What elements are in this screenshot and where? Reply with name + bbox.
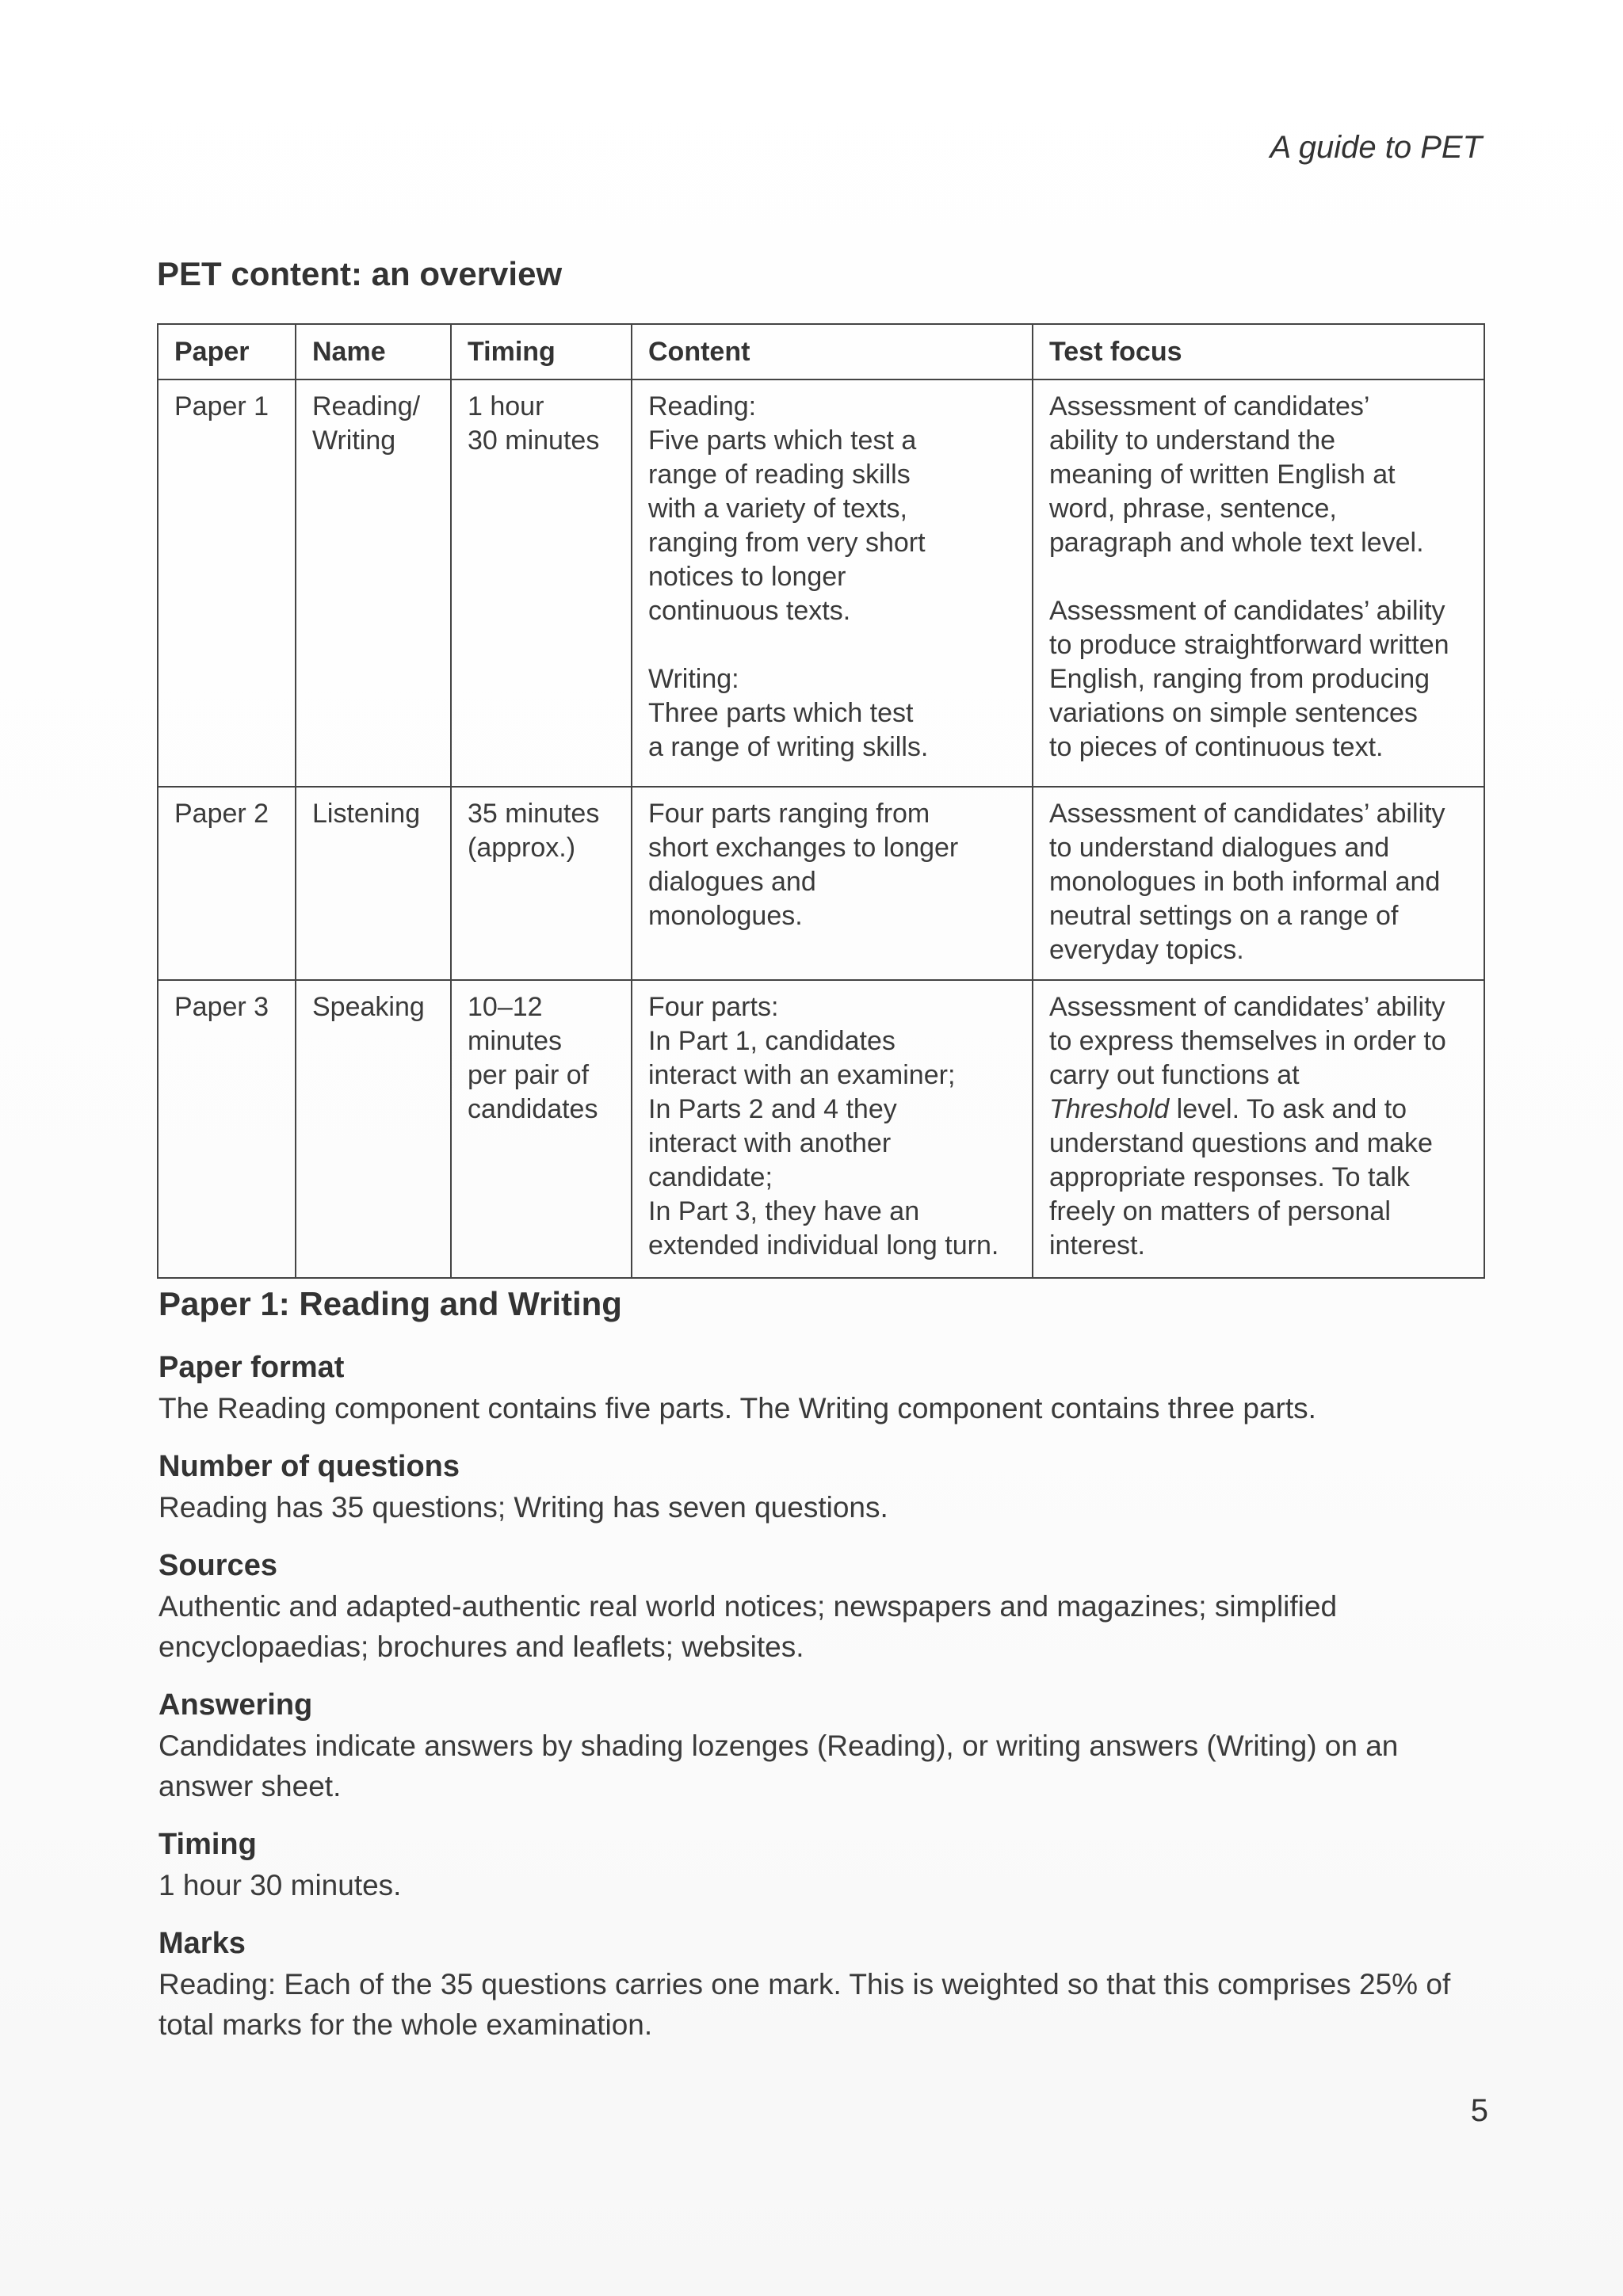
paper1-sections (158, 1347, 1498, 2062)
timing-cell: 35 minutes (approx.) (451, 787, 632, 980)
test-focus-cell (1033, 980, 1484, 1278)
table-header-row (158, 324, 1484, 379)
focus-italic-term: Threshold (1049, 1094, 1170, 1124)
test-focus-cell (1033, 379, 1484, 787)
column-header-paper: Paper (158, 324, 296, 379)
section-heading: Marks (158, 1927, 246, 1960)
section-heading: Sources (158, 1549, 277, 1582)
table-row (158, 787, 1484, 980)
section-paper-format (158, 1347, 1498, 1428)
table-row (158, 379, 1484, 787)
paper1-title: Paper 1: Reading and Writing (158, 1285, 622, 1322)
section-body: Authentic and adapted-authentic real world notices; newspapers and magazines; simplified encyclopaedias; brochures and leaflets; websites. (158, 1590, 1338, 1663)
section-number-of-questions (158, 1446, 1498, 1527)
timing-cell: 1 hour 30 minutes (451, 379, 632, 787)
content-writing: Writing: Three parts which test a range of writing skills. (648, 664, 929, 762)
section-answering (158, 1684, 1498, 1806)
section-heading: Paper format (158, 1351, 345, 1384)
running-header: A guide to PET (1270, 130, 1482, 165)
name-cell: Listening (296, 787, 451, 980)
column-header-name: Name (296, 324, 451, 379)
paper-cell: Paper 2 (158, 787, 296, 980)
paper-cell: Paper 1 (158, 379, 296, 787)
column-header-test-focus: Test focus (1033, 324, 1484, 379)
section-body: Candidates indicate answers by shading lozenges (Reading), or writing answers (Writing) on an answer sheet. (158, 1730, 1399, 1802)
section-body: The Reading component contains five parts. The Writing component contains three parts. (158, 1392, 1316, 1425)
section-body: Reading: Each of the 35 questions carries one mark. This is weighted so that this comprises 25% of total marks for the whole examination. (158, 1968, 1451, 2041)
overview-table (157, 323, 1485, 1279)
focus-writing: Assessment of candidates’ ability to produce straightforward written English, ranging from producing variations on simple sentences to pieces of continuous text. (1049, 596, 1449, 762)
table-row (158, 980, 1484, 1278)
section-body: 1 hour 30 minutes. (158, 1869, 402, 1901)
section-heading: Answering (158, 1688, 313, 1722)
timing-cell: 10–12 minutes per pair of candidates (451, 980, 632, 1278)
section-heading: Timing (158, 1828, 257, 1861)
content-cell (632, 379, 1033, 787)
content-cell: Four parts ranging from short exchanges to longer dialogues and monologues. (632, 787, 1033, 980)
column-header-timing: Timing (451, 324, 632, 379)
name-cell: Reading/ Writing (296, 379, 451, 787)
column-header-content: Content (632, 324, 1033, 379)
paper-cell: Paper 3 (158, 980, 296, 1278)
name-cell: Speaking (296, 980, 451, 1278)
section-body: Reading has 35 questions; Writing has seven questions. (158, 1491, 888, 1524)
content-reading: Reading: Five parts which test a range of reading skills with a variety of texts, ranging from very short notices to longer continuous texts. (648, 391, 926, 626)
section-sources (158, 1545, 1498, 1667)
section-timing (158, 1824, 1498, 1905)
focus-text-part-2: level. To ask and to understand questions and make appropriate responses. To talk freely on matters of personal interest. (1049, 1094, 1433, 1261)
section-heading: Number of questions (158, 1450, 460, 1483)
focus-reading: Assessment of candidates’ ability to understand the meaning of written English at word, phrase, sentence, paragraph and whole text level. (1049, 391, 1424, 558)
overview-title: PET content: an overview (157, 255, 563, 292)
focus-text-part-1: Assessment of candidates’ ability to express themselves in order to carry out functions at (1049, 992, 1446, 1090)
section-marks (158, 1923, 1498, 2045)
test-focus-cell: Assessment of candidates’ ability to understand dialogues and monologues in both informal and neutral settings on a range of everyday topics. (1033, 787, 1484, 980)
content-cell: Four parts: In Part 1, candidates interact with an examiner; In Parts 2 and 4 they interact with another candidate; In Part 3, they have an extended individual long turn. (632, 980, 1033, 1278)
page-number: 5 (1470, 2093, 1488, 2128)
